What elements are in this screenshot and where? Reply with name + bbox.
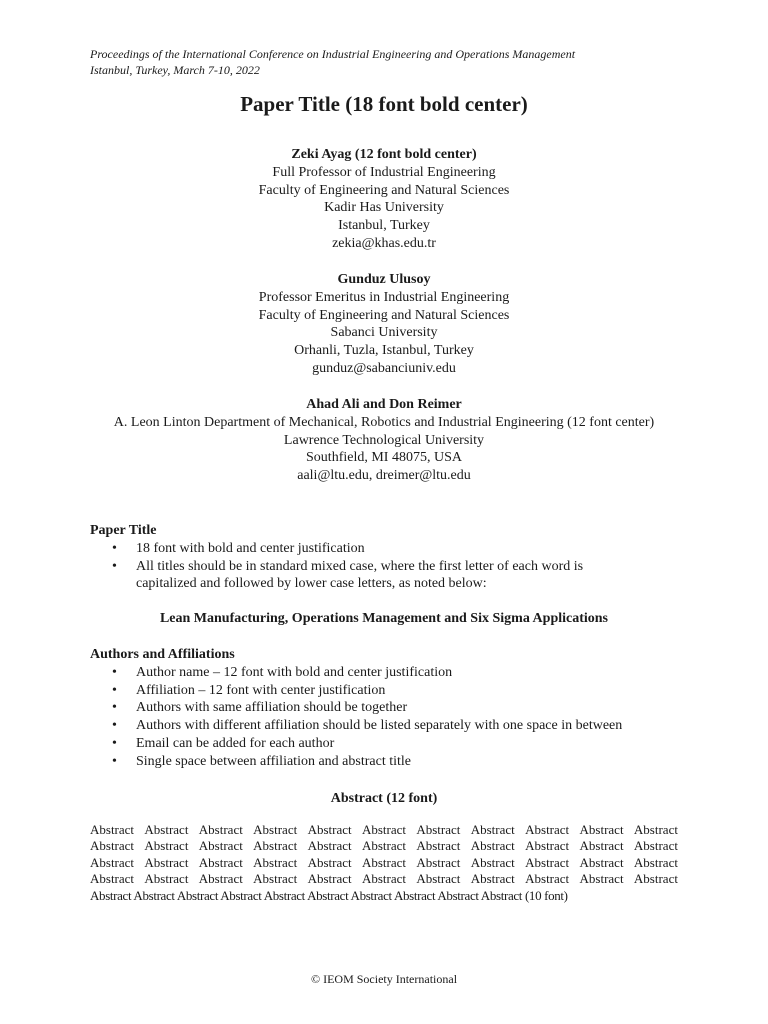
bullet-list [90, 664, 678, 771]
abstract-word: Abstract [579, 871, 624, 887]
abstract-word: Abstract [416, 871, 461, 887]
affiliation-line: Faculty of Engineering and Natural Sciences [258, 307, 510, 323]
list-item [90, 753, 678, 771]
abstract-line [90, 822, 678, 838]
affiliation-line: A. Leon Linton Department of Mechanical, Robotics and Industrial Engineering (12 font center) [113, 414, 655, 430]
list-item [90, 735, 678, 753]
abstract-word: Abstract [416, 822, 461, 837]
abstract-word: Abstract [253, 822, 298, 837]
author-block [0, 271, 768, 378]
author-name: Gunduz Ulusoy [337, 272, 431, 287]
proceedings-line-2: Istanbul, Turkey, March 7-10, 2022 [90, 63, 260, 77]
list-item [90, 664, 678, 682]
abstract-word: Abstract [90, 822, 135, 837]
author-name: Zeki Ayag (12 font bold center) [291, 147, 477, 162]
abstract-word: Abstract [416, 854, 461, 870]
abstract-word: Abstract [90, 838, 135, 854]
affiliation-line: Istanbul, Turkey [338, 218, 430, 234]
abstract-word: Abstract [633, 822, 678, 837]
abstract-word: Abstract [198, 854, 243, 870]
affiliation-line: Faculty of Engineering and Natural Sciences [258, 182, 510, 198]
abstract-word: Abstract [361, 838, 406, 854]
abstract-body [90, 822, 678, 904]
list-item-text: Authors with different affiliation should be listed separately with one space in between [136, 718, 623, 734]
section-heading: Paper Title [90, 523, 157, 538]
abstract-line [90, 855, 678, 871]
abstract-word: Abstract [144, 822, 189, 837]
affiliation-line: Sabanci University [330, 325, 438, 341]
list-item-text: Author name – 12 font with bold and center justification [136, 664, 453, 680]
paper-title: Paper Title (18 font bold center) [240, 92, 528, 116]
paper-title-guidelines [90, 522, 678, 593]
authors-guidelines [90, 646, 678, 771]
author-block [0, 146, 768, 253]
abstract-word: Abstract [307, 822, 352, 837]
abstract-word: Abstract [90, 871, 135, 887]
abstract-word: Abstract [144, 871, 189, 887]
abstract-word: Abstract [198, 838, 243, 854]
affiliation-line: Full Professor of Industrial Engineering [272, 164, 496, 180]
bullet-icon: • [112, 753, 117, 769]
abstract-word: Abstract [253, 838, 298, 854]
abstract-word: Abstract [307, 838, 352, 854]
list-item [90, 682, 678, 700]
abstract-word: Abstract [525, 838, 570, 854]
affiliation-line: Lawrence Technological University [283, 432, 485, 448]
author-email: zekia@khas.edu.tr [332, 235, 436, 251]
list-item-continuation [90, 575, 678, 593]
abstract-word: Abstract [416, 838, 461, 854]
abstract-last-line: Abstract Abstract Abstract Abstract Abstract Abstract Abstract Abstract Abstract Abstract (10 font) [90, 887, 568, 903]
list-item-text: capitalized and followed by lower case letters, as noted below: [136, 576, 487, 592]
abstract-word: Abstract [579, 838, 624, 854]
section-heading: Authors and Affiliations [90, 647, 235, 662]
abstract-word: Abstract [361, 854, 406, 870]
bullet-icon: • [112, 540, 117, 556]
abstract-heading: Abstract (12 font) [330, 791, 438, 806]
list-item-text: Single space between affiliation and abstract title [136, 753, 411, 769]
abstract-word: Abstract [361, 871, 406, 887]
abstract-word: Abstract [579, 854, 624, 870]
abstract-word: Abstract [579, 822, 624, 837]
abstract-word: Abstract [253, 854, 298, 870]
abstract-word: Abstract [470, 838, 515, 854]
abstract-word: Abstract [470, 871, 515, 887]
abstract-word: Abstract [307, 854, 352, 870]
proceedings-line-1: Proceedings of the International Conference on Industrial Engineering and Operations Management [90, 47, 576, 61]
abstract-word: Abstract [253, 871, 298, 887]
abstract-word: Abstract [361, 822, 406, 837]
abstract-line [90, 838, 678, 854]
author-email: aali@ltu.edu, dreimer@ltu.edu [297, 468, 471, 484]
list-item [90, 558, 678, 576]
affiliation-line: Orhanli, Tuzla, Istanbul, Turkey [294, 343, 474, 359]
abstract-word: Abstract [90, 854, 135, 870]
bullet-icon: • [112, 682, 117, 698]
abstract-word: Abstract [525, 822, 570, 837]
author-email: gunduz@sabanciuniv.edu [312, 360, 456, 376]
bullet-icon: • [112, 558, 117, 574]
abstract-word: Abstract [470, 854, 515, 870]
list-item-text: Authors with same affiliation should be together [136, 700, 408, 716]
bullet-icon: • [112, 735, 117, 751]
author-block [0, 396, 768, 485]
affiliation-line: Kadir Has University [324, 200, 444, 216]
footer-copyright: © IEOM Society International [310, 972, 458, 986]
list-item-text: 18 font with bold and center justification [136, 540, 365, 556]
bullet-icon: • [112, 718, 117, 734]
abstract-word: Abstract [470, 822, 515, 837]
list-item-text: Email can be added for each author [136, 735, 335, 751]
abstract-word: Abstract [198, 822, 243, 837]
abstract-line [90, 871, 678, 887]
abstract-word: Abstract [633, 838, 678, 854]
abstract-word: Abstract [525, 854, 570, 870]
abstract-word: Abstract [198, 871, 243, 887]
bullet-list [90, 540, 678, 593]
list-item [90, 699, 678, 717]
list-item [90, 717, 678, 735]
list-item [90, 540, 678, 558]
abstract-word: Abstract [307, 871, 352, 887]
abstract-word: Abstract [144, 838, 189, 854]
list-item-text: Affiliation – 12 font with center justification [136, 682, 386, 698]
affiliation-line: Professor Emeritus in Industrial Engineering [258, 289, 510, 305]
bullet-icon: • [112, 700, 117, 716]
example-title: Lean Manufacturing, Operations Management and Six Sigma Applications [159, 611, 609, 626]
abstract-word: Abstract [633, 871, 678, 887]
bullet-icon: • [112, 664, 117, 680]
author-name: Ahad Ali and Don Reimer [306, 397, 462, 412]
abstract-word: Abstract [525, 871, 570, 887]
abstract-word: Abstract [633, 854, 678, 870]
list-item-text: All titles should be in standard mixed case, where the first letter of each word is [136, 558, 584, 574]
proceedings-header [90, 46, 575, 78]
abstract-word: Abstract [144, 854, 189, 870]
affiliation-line: Southfield, MI 48075, USA [306, 450, 462, 466]
